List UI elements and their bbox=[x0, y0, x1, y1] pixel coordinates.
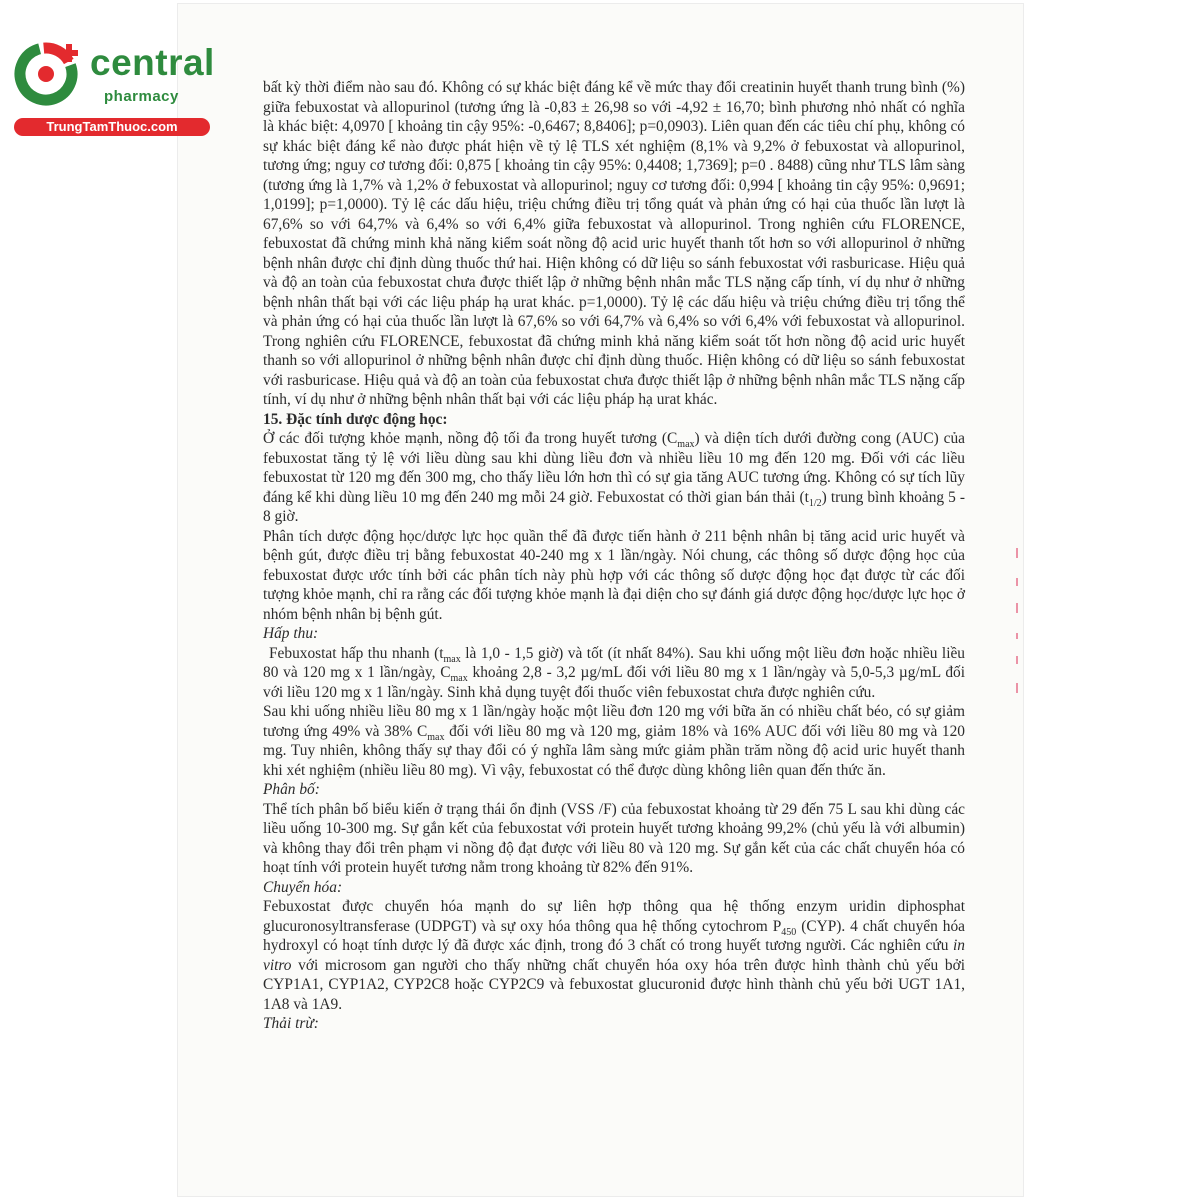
subheading-distribution: Phân bố: bbox=[263, 781, 320, 798]
document-body bbox=[263, 78, 965, 1034]
paragraph-distribution: Thể tích phân bố biểu kiến ở trạng thái ổn định (VSS /F) của febuxostat khoảng từ 29 đến 75 L sau khi dùng các liều uống 10-300 mg. Sự gắn kết của febuxostat với protein huyết tương khoảng 99,2% (chủ yếu là với albumin) và không thay đổi trên phạm vi nồng độ đạt được với liều 80 và 120 mg. Sự gắn kết của các chất chuyển hóa có hoạt tính với protein huyết tương nằm trong khoảng từ 82% đến 91%. bbox=[263, 800, 965, 876]
brand-url-link[interactable]: TrungTamThuoc.com bbox=[14, 118, 210, 136]
subheading-absorption: Hấp thu: bbox=[263, 625, 319, 642]
margin-stamp-icon bbox=[1014, 548, 1026, 698]
subheading-metabolism: Chuyển hóa: bbox=[263, 878, 343, 896]
central-pharmacy-logo-icon bbox=[12, 38, 92, 118]
subheading-elimination: Thải trừ: bbox=[263, 1015, 319, 1032]
margin-stamp-marks bbox=[1014, 548, 1026, 710]
paragraph-population-analysis: Phân tích dược động học/dược lực học quần thể đã được tiến hành ở 211 bệnh nhân bị tăng acid uric huyết và bệnh gút, được điều trị bằng febuxostat 40-240 mg x 1 lần/ngày. Nói chung, các thông số dược động học của febuxostat được ước tính bởi các phân tích này phù hợp với các thông số dược động học đạt được từ các đối tượng khỏe mạnh, chỉ ra rằng các đối tượng khỏe mạnh là đại diện cho sự đánh giá dược động học/dược lực học ở nhóm bệnh nhân bị bệnh gút. bbox=[263, 527, 965, 623]
paragraph-absorption: Febuxostat hấp thu nhanh ($t_{max}$ là 1,0 - 1,5 giờ) và tốt (ít nhất 84%). Sau khi uống một liều đơn hoặc nhiều liều 80 và 120 mg x 1 lần/ngày, $C_{max}$ khoảng 2,8 - 3,2 µg/mL đối với liều 80 mg x 1 lần/ngày và 5,0-5,3 µg/mL đối với liều 120 mg x 1 lần/ngày. Sinh khả dụng tuyệt đối thuốc viên febuxostat chưa được nghiên cứu. bbox=[263, 644, 966, 701]
paragraph-healthy-subjects: Ở các đối tượng khỏe mạnh, nồng độ tối đa trong huyết tương $(C_{max})$ và diện tích dưới đường cong (AUC) của febuxostat tăng tỷ lệ với liều dùng sau khi dùng liều đơn và nhiều liều 10 mg đến 120 mg. Đối với các liều febuxostat từ 120 mg đến 300 mg, cho thấy liều lớn hơn thì có sự gia tăng AUC tương ứng. Không có sự tích lũy đáng kể khi dùng liều 10 mg đến 240 mg mỗi 24 giờ. Febuxostat có thời gian bán thải $(t_{1/2})$ trung bình khoảng 5 - 8 giờ. bbox=[263, 430, 966, 525]
brand-name: central bbox=[90, 42, 215, 83]
brand-subtitle: pharmacy bbox=[104, 88, 179, 105]
paragraph-clinical-trial: bất kỳ thời điểm nào sau đó. Không có sự khác biệt đáng kể về mức thay đổi creatinin huyết thanh trung bình (%) giữa febuxostat và allopurinol (tương ứng là -0,83 ± 26,98 so với -4,92 ± 16,70; bình phương nhỏ nhất có nghĩa là khác biệt: 4,0970 [ khoảng tin cậy 95%: -0,6467; 8,8406]; p=0,0903). Liên quan đến các tiêu chí phụ, không có sự khác biệt đáng kể nào được phát hiện về tỷ lệ TLS xét nghiệm (8,1% và 9,2% ở febuxostat và allopurinol, tương ứng; nguy cơ tương đối: 0,875 [ khoảng tin cậy 95%: 0,4408; 1,7369]; p=0 . 8488) cũng như TLS lâm sàng (tương ứng là 1,7% và 1,2% ở febuxostat và allopurinol; nguy cơ tương đối: 0,994 [ khoảng tin cậy 95%: 0,9691; 1,0199]; p=1,0000). Tỷ lệ các dấu hiệu, triệu chứng điều trị tổng quát và phản ứng có hại của thuốc lần lượt là 67,6% so với 64,7% và 6,4% so với 6,4% giữa febuxostat và allopurinol. Trong nghiên cứu FLORENCE, febuxostat đã chứng minh khả năng kiểm soát nồng độ acid uric huyết thanh tốt hơn so với allopurinol ở những bệnh nhân được chỉ định dùng thuốc thứ hai. Hiện không có dữ liệu so sánh febuxostat với rasburicase. Hiệu quả và độ an toàn của febuxostat chưa được thiết lập ở những bệnh nhân mắc TLS nặng cấp tính, ví dụ như ở những bệnh nhân thất bại với các liệu pháp hạ urat khác. p=1,0000). Tỷ lệ các dấu hiệu và triệu chứng điều trị tổng thể và phản ứng có hại của thuốc lần lượt là 67,6% so với 64,7% và 6,4% so với 6,4% với febuxostat và allopurinol. Trong nghiên cứu FLORENCE, febuxostat đã chứng minh khả năng kiểm soát tốt hơn nồng độ acid uric huyết thanh so với allopurinol ở những bệnh nhân được chỉ định dùng thuốc. Hiện không có dữ liệu so sánh febuxostat với rasburicase. Hiệu quả và độ an toàn của febuxostat chưa được thiết lập ở những bệnh nhân mắc TLS nặng cấp tính, ví dụ như ở những bệnh nhân thất bại với các liệu pháp hạ urat khác. bbox=[263, 79, 965, 408]
paragraph-metabolism: Febuxostat được chuyển hóa mạnh do sự liên hợp thông qua hệ thống enzym uridin diphosphat glucuronosyltransferase (UDPGT) và sự oxy hóa thông qua hệ thống cytochrom $P_{450}$ (CYP). 4 chất chuyển hóa hydroxyl có hoạt tính dược lý đã được xác định, trong đó 3 chất có trong huyết tương người. Các nghiên cứu in vitro với microsom gan người cho thấy những chất chuyển hóa oxy hóa trên được hình thành chủ yếu bởi CYP1A1, CYP1A2, CYP2C8 hoặc CYP2C9 và febuxostat glucuronid được hình thành chủ yếu bởi UGT 1A1, 1A8 và 1A9. bbox=[263, 898, 965, 1013]
paragraph-food-effect: Sau khi uống nhiều liều 80 mg x 1 lần/ngày hoặc một liều đơn 120 mg với bữa ăn có nhiều chất béo, có sự giảm tương ứng 49% và 38% $C_{max}$ đối với liều 80 mg và 120 mg, giảm 18% và 16% AUC đối với liều 80 mg và 120 mg. Tuy nhiên, không thấy sự thay đổi có ý nghĩa lâm sàng mức giảm phần trăm nồng độ acid uric huyết thanh khi xét nghiệm (nhiều liều 80 mg). Vì vậy, febuxostat có thể được dùng không liên quan đến thức ăn. bbox=[263, 703, 965, 779]
brand-logo[interactable] bbox=[12, 38, 215, 138]
section-heading-pharmacokinetics: 15. Đặc tính dược động học: bbox=[263, 410, 448, 428]
